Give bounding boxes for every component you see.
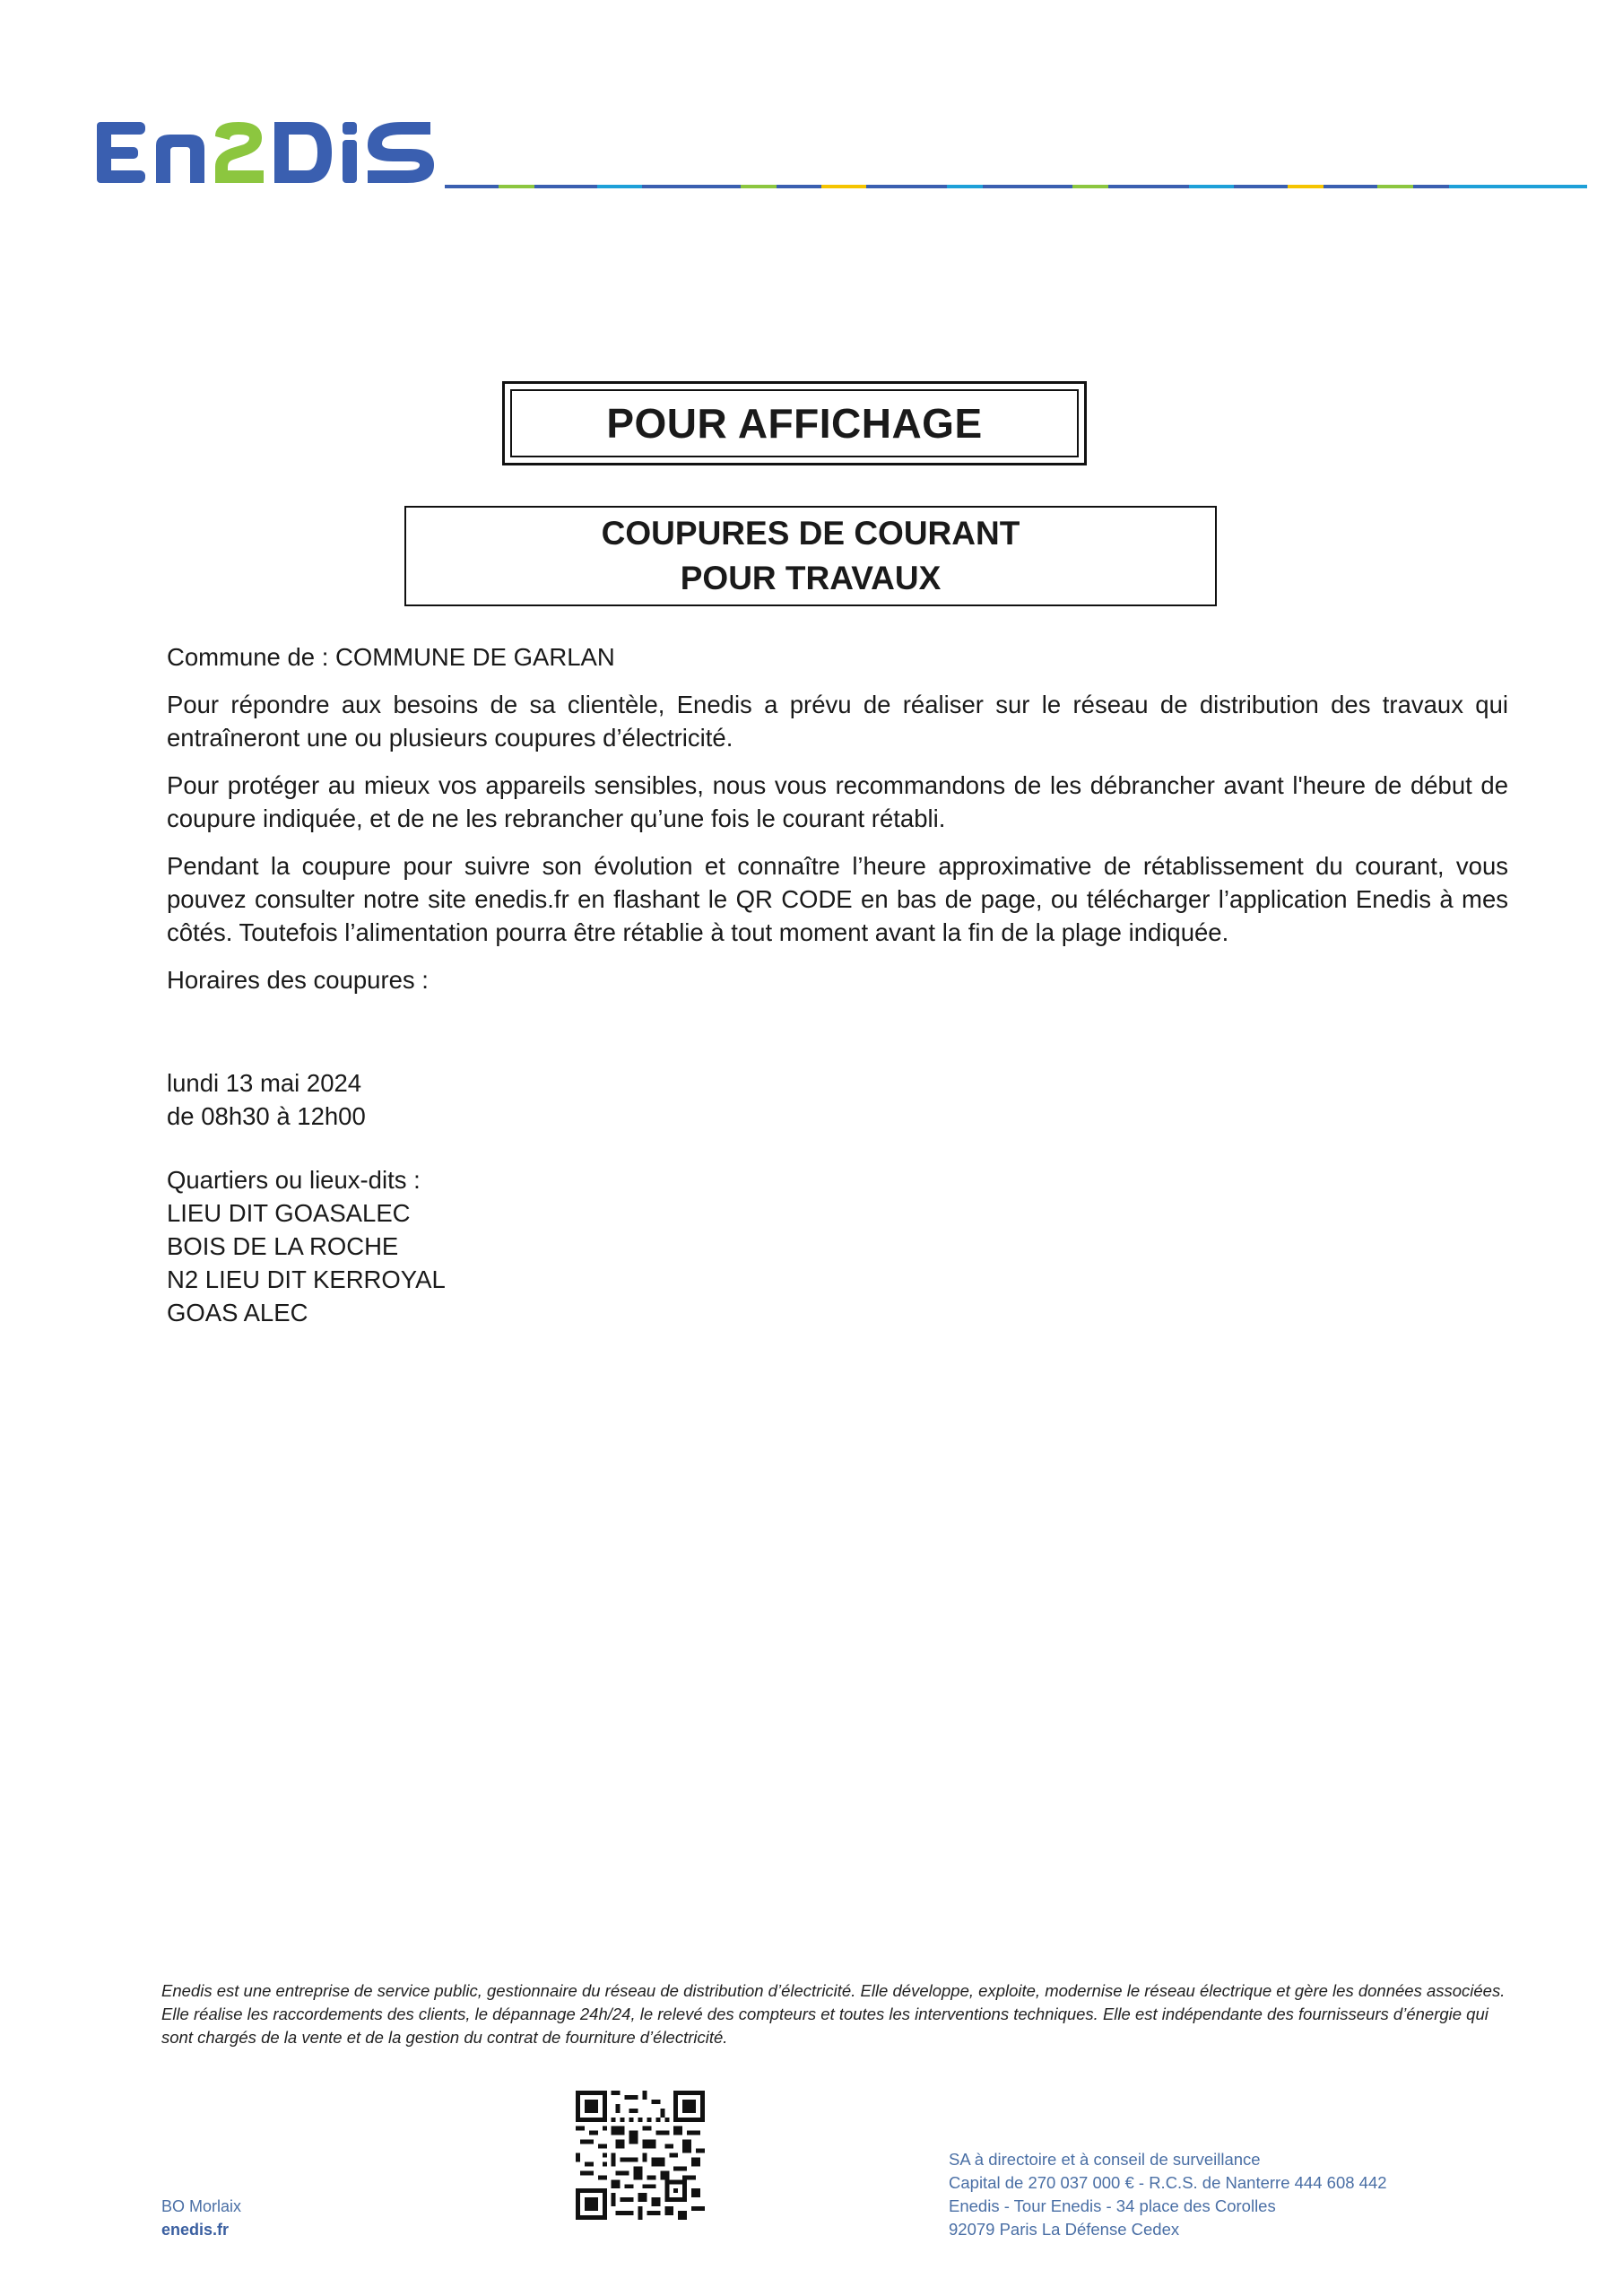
footer-office [161,2195,241,2241]
notice-subtitle-line1: COUPURES DE COURANT [601,515,1020,552]
places-block [167,1163,1508,1329]
company-line: Capital de 270 037 000 € - R.C.S. de Nanterre 444 608 442 [949,2173,1387,2192]
place-item: N2 LIEU DIT KERROYAL [167,1265,446,1293]
place-item: BOIS DE LA ROCHE [167,1232,399,1260]
enedis-logo [97,115,438,190]
outage-time: de 08h30 à 12h00 [167,1102,366,1130]
commune-line: Commune de : COMMUNE DE GARLAN [167,643,615,671]
qr-code-icon[interactable] [576,2091,705,2220]
schedule-block [167,1066,1508,1133]
office-name: BO Morlaix [161,2197,242,2215]
notice-body [167,640,1508,1344]
places-heading: Quartiers ou lieux-dits : [167,1166,421,1194]
company-line: 92079 Paris La Défense Cedex [949,2220,1180,2239]
notice-subtitle-box [404,506,1217,606]
notice-subtitle-line2: POUR TRAVAUX [680,560,942,596]
schedule-heading: Horaires des coupures : [167,966,429,994]
logo-underline [445,185,1587,188]
notice-title-box [502,381,1087,465]
paragraph-3: Pendant la coupure pour suivre son évolution et connaître l’heure approximative de rétablissement du courant, vous pouvez consulter notre site enedis.fr en flashant le QR CODE en bas de page, ou télécharger l’application Enedis à mes côtés. Toutefois l’alimentation pourra être rétablie à tout moment avant la fin de la plage indiquée. [167,852,1508,946]
company-info [949,2148,1387,2241]
website-link[interactable]: enedis.fr [161,2221,230,2239]
place-item: GOAS ALEC [167,1299,308,1326]
company-line: SA à directoire et à conseil de surveillance [949,2150,1261,2169]
legal-notice: Enedis est une entreprise de service public, gestionnaire du réseau de distribution d’électricité. Elle développe, exploite, modernise le réseau électrique et gère les données associées. Elle réalise les raccordements des clients, le dépannage 24h/24, le relevé des compteurs et toutes les interventions techniques. Elle est indépendante des fournisseurs d’énergie qui sont chargés de la vente et de la gestion du contrat de fourniture d’électricité. [161,1981,1506,2047]
paragraph-1: Pour répondre aux besoins de sa clientèle, Enedis a prévu de réaliser sur le réseau de distribution des travaux qui entraîneront une ou plusieurs coupures d’électricité. [167,691,1508,752]
place-item: LIEU DIT GOASALEC [167,1199,411,1227]
company-line: Enedis - Tour Enedis - 34 place des Corolles [949,2196,1276,2215]
notice-title: POUR AFFICHAGE [606,400,983,447]
outage-date: lundi 13 mai 2024 [167,1069,362,1097]
paragraph-2: Pour protéger au mieux vos appareils sensibles, nous vous recommandons de les débrancher avant l'heure de début de coupure indiquée, et de ne les rebrancher qu’une fois le courant rétabli. [167,771,1508,832]
